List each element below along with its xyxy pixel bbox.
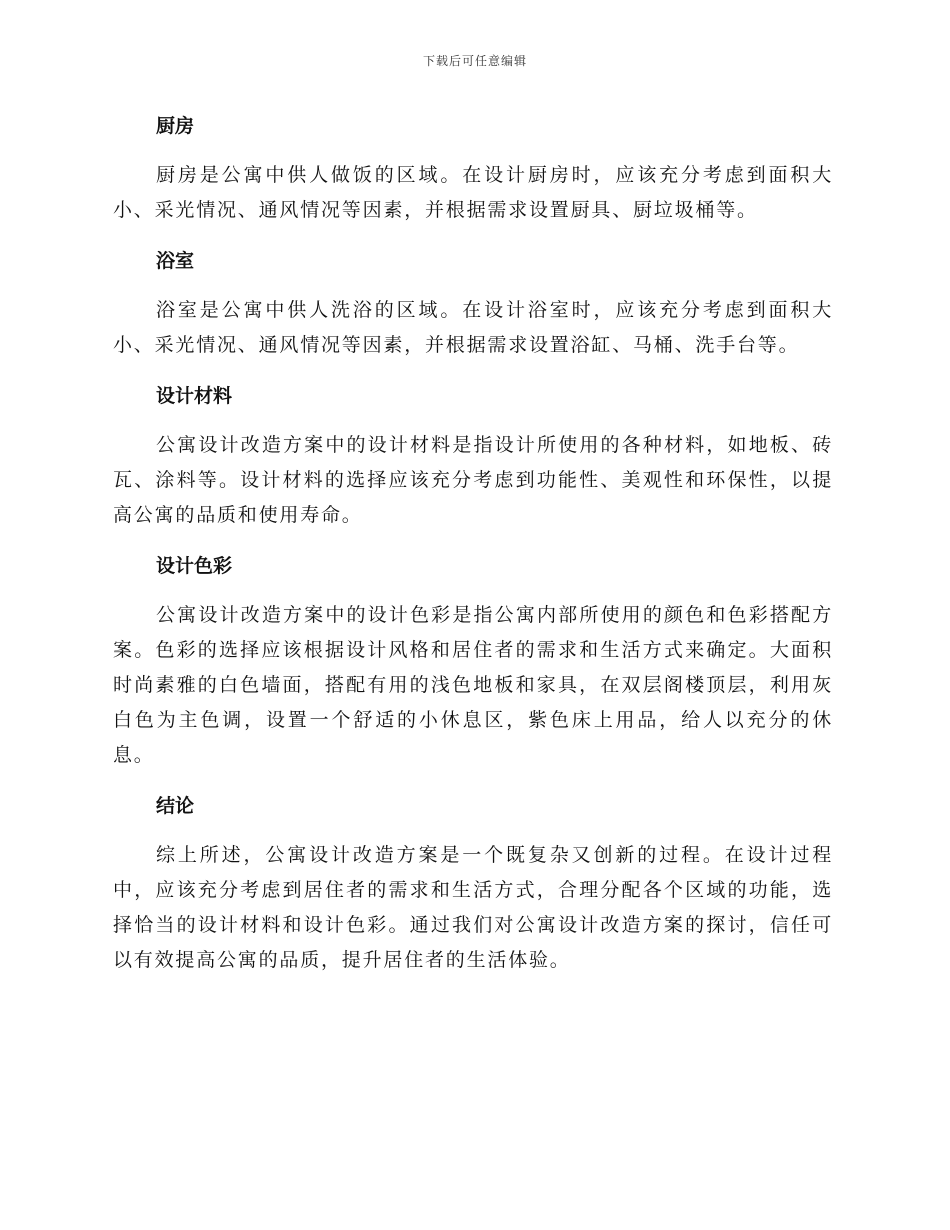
section-paragraph: 公寓设计改造方案中的设计色彩是指公寓内部所使用的颜色和色彩搭配方案。色彩的选择应该根据设计风格和居住者的需求和生活方式来确定。大面积时尚素雅的白色墙面，搭配有用的浅色地板和家具，在双层阁楼顶层，利用灰白色为主色调，设置一个舒适的小休息区，紫色床上用品，给人以充分的休息。 (113, 604, 833, 766)
section-paragraph: 浴室是公寓中供人洗浴的区域。在设计浴室时，应该充分考虑到面积大小、采光情况、通风情况等因素，并根据需求设置浴缸、马桶、洗手台等。 (113, 299, 833, 356)
section-paragraph: 厨房是公寓中供人做饭的区域。在设计厨房时，应该充分考虑到面积大小、采光情况、通风情况等因素，并根据需求设置厨具、厨垃圾桶等。 (113, 164, 833, 221)
section-heading: 设计色彩 (156, 555, 233, 577)
section-conclusion (113, 787, 833, 978)
page-header: 下载后可任意编辑 (422, 54, 527, 68)
section-design-materials (113, 377, 833, 533)
section-heading: 厨房 (156, 115, 195, 137)
section-design-colors (113, 547, 833, 773)
section-paragraph: 综上所述，公寓设计改造方案是一个既复杂又创新的过程。在设计过程中，应该充分考虑到居住者的需求和生活方式，合理分配各个区域的功能，选择恰当的设计材料和设计色彩。通过我们对公寓设计改造方案的探讨，信任可以有效提高公寓的品质，提升居住者的生活体验。 (113, 844, 833, 971)
document-body (113, 107, 833, 992)
section-heading: 结论 (156, 795, 195, 817)
section-paragraph: 公寓设计改造方案中的设计材料是指设计所使用的各种材料，如地板、砖瓦、涂料等。设计材料的选择应该充分考虑到功能性、美观性和环保性，以提高公寓的品质和使用寿命。 (113, 434, 833, 526)
section-kitchen (113, 107, 833, 228)
section-heading: 设计材料 (156, 385, 233, 407)
section-bathroom (113, 242, 833, 363)
section-heading: 浴室 (156, 250, 195, 272)
